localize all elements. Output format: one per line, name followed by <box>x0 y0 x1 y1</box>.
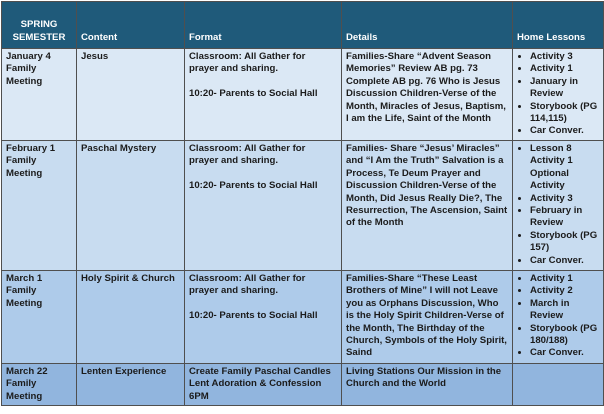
list-item: • Lesson 8 Activity 1 Optional Activity <box>530 143 599 193</box>
row-date: January 4 Family Meeting <box>2 49 77 141</box>
list-item: • Activity 3 <box>530 193 599 205</box>
home-lessons-list <box>517 51 599 138</box>
table-row <box>2 364 604 406</box>
list-item: • January in Review <box>530 76 599 101</box>
list-item: • Storybook (PG 180/188) <box>530 323 599 348</box>
list-item: • Car Conver. <box>530 125 599 137</box>
row-content: Paschal Mystery <box>77 141 185 271</box>
row-format <box>185 271 342 364</box>
row-date: March 22 Family Meeting <box>2 364 77 406</box>
table-row <box>2 271 604 364</box>
header-home-lessons: Home Lessons <box>513 2 604 49</box>
list-item: • Activity 3 <box>530 51 599 63</box>
row-date: February 1 Family Meeting <box>2 141 77 271</box>
list-item: • Car Conver. <box>530 255 599 267</box>
format-line: Classroom: All Gather for prayer and sharing. <box>189 273 306 297</box>
row-content: Lenten Experience <box>77 364 185 406</box>
format-gap <box>189 76 337 88</box>
row-home-lessons <box>513 49 604 141</box>
format-line: Lent Adoration & Confession 6PM <box>189 378 322 402</box>
row-details: Families-Share “Advent Season Memories” Review AB pg. 73 Complete AB pg. 76 Who is Jesus Discussion Children-Verse of the Month, Miracles of Jesus, Baptism, I am the Life, Saint of the Month <box>342 49 513 141</box>
format-gap <box>189 298 337 310</box>
list-item: • March in Review <box>530 298 599 323</box>
row-details: Families-Share “These Least Brothers of Mine” I will not Leave you as Orphans Discussion, Who is the Holy Spirit Children-Verse of the Month, The Birthday of the Church, Symbols of the Holy Spirit, Saind <box>342 271 513 364</box>
row-format <box>185 364 342 406</box>
header-format: Format <box>185 2 342 49</box>
row-format <box>185 49 342 141</box>
table-header-row <box>2 2 604 49</box>
list-item: • Storybook (PG 114,115) <box>530 101 599 126</box>
list-item: • Car Conver. <box>530 347 599 359</box>
row-content: Jesus <box>77 49 185 141</box>
header-details: Details <box>342 2 513 49</box>
format-gap <box>189 168 337 180</box>
list-item: • Activity 1 <box>530 273 599 285</box>
format-line: Create Family Paschal Candles <box>189 366 331 377</box>
list-item: • Activity 1 <box>530 63 599 75</box>
format-line: Classroom: All Gather for prayer and sharing. <box>189 51 306 75</box>
format-line: 10:20- Parents to Social Hall <box>189 87 318 99</box>
table-row <box>2 141 604 271</box>
table-row <box>2 49 604 141</box>
home-lessons-list <box>517 273 599 360</box>
row-details: Living Stations Our Mission in the Church and the World <box>342 364 513 406</box>
format-line: Classroom: All Gather for prayer and sharing. <box>189 143 306 167</box>
row-details: Families- Share “Jesus’ Miracles” and “I Am the Truth” Salvation is a Process, Te Deum Prayer and Discussion Children-Verse of the Month, Did Jesus Really Die?, The Resurrection, The Ascension, Saint of the Month <box>342 141 513 271</box>
format-line: 10:20- Parents to Social Hall <box>189 309 318 321</box>
list-item: • February in Review <box>530 205 599 230</box>
row-format <box>185 141 342 271</box>
home-lessons-list <box>517 143 599 267</box>
spring-semester-schedule-table <box>1 1 604 406</box>
row-content: Holy Spirit & Church <box>77 271 185 364</box>
header-content: Content <box>77 2 185 49</box>
header-semester: SPRING SEMESTER <box>2 2 77 49</box>
format-line: 10:20- Parents to Social Hall <box>189 179 318 191</box>
row-home-lessons <box>513 141 604 271</box>
list-item: • Activity 2 <box>530 285 599 297</box>
row-date: March 1 Family Meeting <box>2 271 77 364</box>
row-home-lessons <box>513 271 604 364</box>
list-item: • Storybook (PG 157) <box>530 230 599 255</box>
row-home-lessons <box>513 364 604 406</box>
